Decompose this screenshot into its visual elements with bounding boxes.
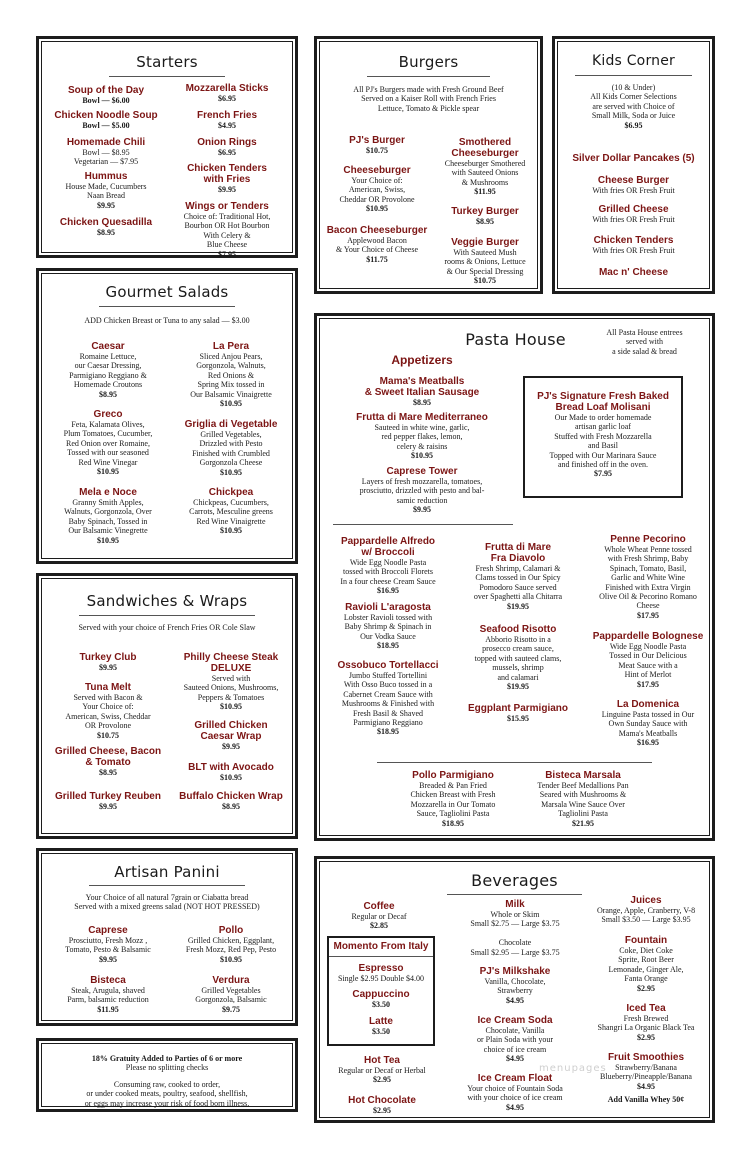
- starters-panel: [36, 36, 298, 258]
- menu-item: Homemade Chili Bowl — $8.95 Vegetarian — $7.95: [66, 137, 146, 167]
- menu-item: Eggplant Parmigiano $15.95: [467, 703, 568, 723]
- menu-item: Hot Tea Regular or Decaf or Herbal $2.95: [338, 1055, 426, 1085]
- menu-item: Penne Pecorino Whole Wheat Penne tossed with Fresh Shrimp, Baby Spinach, Tomato, Basil, Garlic and White Wine Finished with Extra Virgin Olive Oil & Pecorino Romano Cheese $17.95: [599, 534, 697, 620]
- gratuity-note: 18% Gratuity Added to Parties of 6 or more Please no splitting checks: [91, 1054, 243, 1073]
- menu-item: Hot Chocolate $2.95: [348, 1095, 416, 1115]
- kids-panel: [552, 36, 715, 294]
- menu-item: Chicken Tenders With fries OR Fresh Fruit: [592, 235, 675, 255]
- menu-item: Bisteca Marsala Tender Beef Medallions Pan Seared with Mushrooms & Marsala Wine Sauce Over Tagliolini Pasta $21.95: [537, 770, 629, 828]
- menu-item: Hummus House Made, Cucumbers Naan Bread $9.95: [65, 171, 147, 210]
- menu-item: Tuna Melt Served with Bacon & Your Choice of: American, Swiss, Cheddar OR Provolone $10.75: [65, 682, 151, 740]
- menu-item: Fountain Coke, Diet Coke Sprite, Root Beer Lemonade, Ginger Ale, Fanta Orange $2.95: [608, 935, 684, 993]
- divider: [333, 524, 513, 525]
- menu-item: Grilled Chicken Caesar Wrap $9.95: [194, 720, 268, 751]
- kids-title: Kids Corner: [592, 53, 675, 69]
- menu-item: Chicken Tenders with Fries $9.95: [187, 163, 267, 194]
- menu-item: Iced Tea Fresh Brewed Shangri La Organic Black Tea $2.95: [597, 1003, 695, 1042]
- title-rule: [109, 76, 225, 77]
- burgers-title: Burgers: [398, 53, 459, 71]
- menu-item: Wings or Tenders Choice of: Traditional Hot, Bourbon OR Hot Bourbon With Celery & Blue Cheese $7.95: [183, 201, 271, 259]
- salads-panel: [36, 268, 298, 564]
- footer-panel: [36, 1038, 298, 1112]
- menu-item: Greco Feta, Kalamata Olives, Plum Tomatoes, Cucumber, Red Onion over Romaine, Tossed with our seasoned Red Wine Vinegar $10.95: [63, 409, 153, 477]
- menu-item: Frutta di Mare Fra Diavolo Fresh Shrimp, Calamari & Clams tossed in Our Spicy Pomodoro Sauce served over Spaghetti alla Chitarra $19.95: [473, 542, 563, 611]
- sandwiches-title: Sandwiches & Wraps: [86, 592, 248, 610]
- menu-item: PJ's Burger $10.75: [349, 135, 405, 155]
- menu-item: Pappardelle Bolognese Wide Egg Noodle Pasta Tossed in Our Delicious Meat Sauce with a Hint of Merlot $17.95: [592, 631, 704, 689]
- menu-item: Juices Orange, Apple, Cranberry, V-8 Small $3.50 — Large $3.95: [596, 895, 696, 925]
- pasta-panel: [314, 313, 715, 841]
- title-rule: [447, 894, 582, 895]
- title-rule: [99, 306, 235, 307]
- menu-item: Caprese Prosciutto, Fresh Mozz , Tomato, Pesto & Balsamic $9.95: [65, 925, 151, 964]
- menu-item: Verdura Grilled Vegetables Gorgonzola, Balsamic $9.75: [195, 975, 267, 1014]
- menu-item: Seafood Risotto Abborio Risotto in a prosecco cream sauce, topped with sauteed clams, mussels, shrimp and calamari $19.95: [474, 624, 562, 692]
- menu-item: Latte $3.50: [369, 1016, 393, 1036]
- menu-item: Turkey Club $9.95: [79, 652, 137, 672]
- menu-item: Pollo Parmigiano Breaded & Pan Fried Chicken Breast with Fresh Mozzarella in Our Tomato Sauce, Tagliolini Pasta $18.95: [410, 770, 496, 828]
- menu-item: Bacon Cheeseburger Applewood Bacon & Your Choice of Cheese $11.75: [326, 225, 428, 264]
- appetizers-title: Appetizers: [391, 353, 453, 367]
- menu-item: La Domenica Linguine Pasta tossed in Our Own Sunday Sauce with Mama's Meatballs $16.95: [601, 699, 695, 748]
- menu-item: Ice Cream Soda Chocolate, Vanilla or Plain Soda with your choice of ice cream $4.95: [477, 1015, 553, 1064]
- menu-item: Turkey Burger $8.95: [451, 206, 519, 226]
- menu-item: Cheese Burger With fries OR Fresh Fruit: [592, 175, 675, 195]
- signature-item: PJ's Signature Fresh Baked Bread Loaf Molisani Our Made to order homemade artisan garlic loaf Stuffed with Fresh Mozzarella and Basil Topped with Our Marinara Sauce and finished off in the oven. $7.95: [537, 391, 669, 479]
- watermark-text: menupages: [539, 1063, 607, 1074]
- menu-item: Ravioli L'aragosta Lobster Ravioli tossed with Baby Shrimp & Spinach in Our Vodka Sauce $18.95: [343, 602, 433, 651]
- menu-item: Chicken Noodle Soup Bowl — $5.00: [54, 110, 158, 130]
- menu-item: Mac n' Cheese: [598, 267, 669, 278]
- menu-item: Grilled Cheese, Bacon & Tomato $8.95: [54, 746, 162, 777]
- pasta-title: Pasta House: [465, 330, 566, 349]
- menu-item: French Fries $4.95: [196, 110, 258, 130]
- menu-item: Ossobuco Tortellacci Jumbo Stuffed Tortellini With Osso Buco tossed in a Cabernet Cream Sauce with Mushrooms & Finished with Fresh Basil & Shaved Parmigiano Reggiano $18.95: [337, 660, 439, 737]
- title-rule: [79, 615, 255, 616]
- divider: [329, 956, 433, 957]
- burgers-note: All PJ's Burgers made with Fresh Ground Beef Served on a Kaiser Roll with French Fries Lettuce, Tomato & Pickle spear: [353, 85, 504, 113]
- panini-note: Your Choice of all natural 7grain or Ciabatta bread Served with a mixed greens salad (NOT HOT PRESSED): [74, 893, 260, 912]
- menu-item: Mozzarella Sticks $6.95: [185, 83, 269, 103]
- panini-panel: [36, 848, 298, 1026]
- panini-title: Artisan Panini: [114, 863, 220, 881]
- menu-item: Mela e Noce Granny Smith Apples, Walnuts, Gorgonzola, Over Baby Spinach, Tossed in Our Balsamic Vinegrette $10.95: [64, 487, 152, 545]
- pasta-note: All Pasta House entrees served with a side salad & bread: [606, 328, 683, 356]
- menu-item: Caesar Romaine Lettuce, our Caesar Dressing, Parmigiano Reggiano & Homemade Croutons $8.95: [69, 341, 147, 399]
- menu-item: Smothered Cheeseburger Cheeseburger Smothered with Sauteed Onions & Mushrooms $11.95: [444, 137, 526, 197]
- menu-item: Veggie Burger With Sauteed Mush rooms & Onions, Lettuce & Our Special Dressing $10.75: [444, 237, 526, 286]
- menu-item: Fruit Smoothies Strawberry/Banana Blueberry/Pineapple/Banana $4.95: [600, 1052, 692, 1091]
- title-rule: [89, 885, 245, 886]
- title-rule: [367, 76, 490, 77]
- menu-item: Chicken Quesadilla $8.95: [59, 217, 153, 237]
- menu-item: PJ's Milkshake Vanilla, Chocolate, Strawberry $4.95: [479, 966, 551, 1005]
- menu-item: Mama's Meatballs & Sweet Italian Sausage $8.95: [364, 376, 480, 407]
- menu-item: Philly Cheese Steak DELUXE Served with Sauteed Onions, Mushrooms, Peppers & Tomatoes $10.95: [183, 652, 279, 712]
- menu-item: Buffalo Chicken Wrap $8.95: [179, 791, 283, 811]
- sandwiches-panel: [36, 573, 298, 839]
- menu-item: Onion Rings $6.95: [197, 137, 257, 157]
- starters-title: Starters: [136, 53, 198, 71]
- menu-item: Bisteca Steak, Arugula, shaved Parm, balsamic reduction $11.95: [67, 975, 149, 1014]
- salads-note: ADD Chicken Breast or Tuna to any salad — $3.00: [84, 316, 250, 325]
- menu-item: Coffee Regular or Decaf $2.85: [351, 901, 407, 931]
- momento-title: Momento From Italy: [333, 941, 429, 952]
- health-warning: Consuming raw, cooked to order, or under cooked meats, poultry, seafood, shellfish, or eggs may increase your risk of food born illness.: [84, 1080, 250, 1108]
- menu-item: Milk Whole or Skim Small $2.75 — Large $3.75 Chocolate Small $2.95 — Large $3.75: [470, 899, 560, 957]
- menu-item: Add Vanilla Whey 50¢: [607, 1095, 685, 1104]
- menu-item: Cheeseburger Your Choice of: American, Swiss, Cheddar OR Provolone $10.95: [339, 165, 415, 214]
- menu-item: Soup of the Day Bowl — $6.00: [67, 85, 145, 105]
- menu-item: Pappardelle Alfredo w/ Broccoli Wide Egg Noodle Pasta tossed with Broccoli Florets In a four cheese Cream Sauce $16.95: [340, 536, 436, 596]
- title-rule: [575, 75, 692, 76]
- menu-item: Espresso Single $2.95 Double $4.00: [338, 963, 424, 983]
- menu-item: Grilled Cheese With fries OR Fresh Fruit: [592, 204, 675, 224]
- menu-item: Cappuccino $3.50: [352, 989, 410, 1009]
- menu-item: Ice Cream Float Your choice of Fountain Soda with your choice of ice cream $4.95: [467, 1073, 563, 1112]
- menu-item: Griglia di Vegetable Grilled Vegetables, Drizzled with Pesto Finished with Crumbled Gorgonzola Cheese $10.95: [184, 419, 278, 477]
- burgers-panel: [314, 36, 543, 294]
- sandwiches-note: Served with your choice of French Fries OR Cole Slaw: [78, 623, 256, 632]
- kids-note: (10 & Under) All Kids Corner Selections are served with Choice of Small Milk, Soda or Juice $6.95: [590, 83, 677, 130]
- divider: [377, 762, 652, 763]
- menu-item: La Pera Sliced Anjou Pears, Gorgonzola, Walnuts, Red Onions & Spring Mix tossed in Our Balsamic Vinaigrette $10.95: [190, 341, 272, 409]
- salads-title: Gourmet Salads: [105, 283, 229, 301]
- menu-item: Silver Dollar Pancakes (5): [572, 153, 695, 164]
- menu-item: Grilled Turkey Reuben $9.95: [55, 791, 161, 811]
- menu-item: BLT with Avocado $10.95: [188, 762, 274, 782]
- menu-item: Frutta di Mare Mediterraneo Sauteed in white wine, garlic, red pepper flakes, lemon, celery & raisins $10.95: [356, 412, 488, 461]
- beverages-title: Beverages: [471, 871, 558, 890]
- menu-item: Caprese Tower Layers of fresh mozzarella, tomatoes, prosciutto, drizzled with pesto and bal- samic reduction $9.95: [359, 466, 485, 515]
- menu-item: Pollo Grilled Chicken, Eggplant, Fresh Mozz, Red Pep, Pesto $10.95: [185, 925, 277, 964]
- menu-item: Chickpea Chickpeas, Cucumbers, Carrots, Mesculine greens Red Wine Vinaigrette $10.95: [189, 487, 273, 536]
- beverages-panel: [314, 856, 715, 1123]
